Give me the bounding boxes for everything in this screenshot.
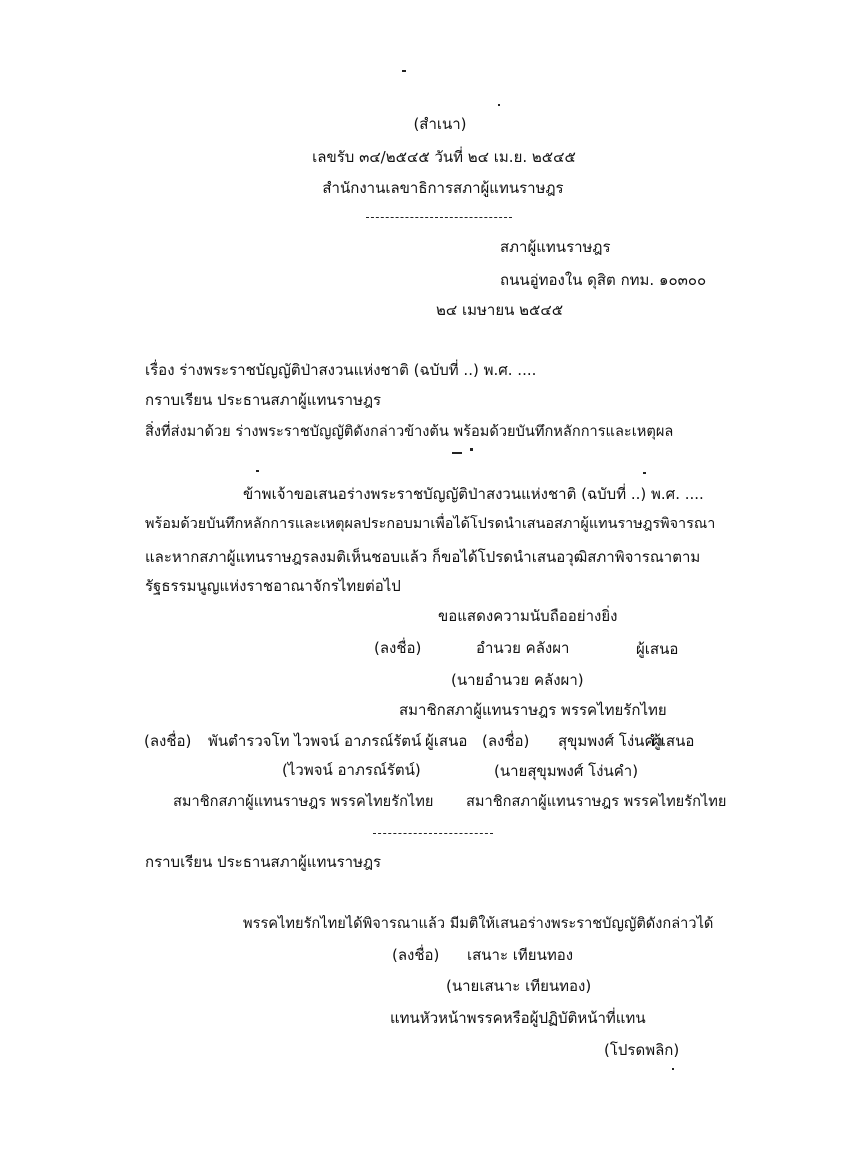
main-signer-title: สมาชิกสภาผู้แทนราษฎร พรรคไทยรักไทย xyxy=(399,701,667,719)
party-sign-label: (ลงชื่อ) xyxy=(392,946,440,964)
co1-role: ผู้เสนอ xyxy=(425,732,468,750)
letter-date: ๒๔ เมษายน ๒๕๔๕ xyxy=(436,301,564,319)
co2-role: ผู้เสนอ xyxy=(652,732,695,750)
co1-title: สมาชิกสภาผู้แทนราษฎร พรรคไทยรักไทย xyxy=(173,793,434,810)
party-printed-name: (นายเสนาะ เทียนทอง) xyxy=(446,977,592,995)
co1-signature-name: พันตำรวจโท ไวพจน์ อาภรณ์รัตน์ xyxy=(208,732,422,750)
party-resolution: พรรคไทยรักไทยได้พิจารณาแล้ว มีมติให้เสนอร่างพระราชบัญญัติดังกล่าวได้ xyxy=(243,915,714,932)
receipt-line: เลขรับ ๓๔/๒๕๔๕ วันที่ ๒๔ เม.ย. ๒๕๔๕ xyxy=(312,148,576,166)
closing-text: ขอแสดงความนับถืออย่างยิ่ง xyxy=(438,607,618,625)
scan-speck xyxy=(452,452,462,454)
co1-printed-name: (ไวพจน์ อาภรณ์รัตน์) xyxy=(282,761,421,779)
address-street: ถนนอู่ทองใน ดุสิต กทม. ๑๐๓๐๐ xyxy=(500,271,707,289)
enclosure-line: สิ่งที่ส่งมาด้วย ร่างพระราชบัญญัติดังกล่าวข้างต้น พร้อมด้วยบันทึกหลักการและเหตุผล xyxy=(145,423,674,440)
copy-mark: (สำเนา) xyxy=(413,115,467,133)
co2-title: สมาชิกสภาผู้แทนราษฎร พรรคไทยรักไทย xyxy=(466,793,727,810)
office-name: สำนักงานเลขาธิการสภาผู้แทนราษฎร xyxy=(322,179,564,197)
co2-printed-name: (นายสุขุมพงศ์ โง่นคำ) xyxy=(494,762,639,780)
co1-sign-label: (ลงชื่อ) xyxy=(144,732,192,750)
main-printed-name: (นายอำนวย คลังผา) xyxy=(451,671,584,689)
scan-speck xyxy=(672,1068,674,1070)
subject-line: เรื่อง ร่างพระราชบัญญัติป่าสงวนแห่งชาติ (ฉบับที่ ..) พ.ศ. .... xyxy=(145,361,537,379)
scan-speck xyxy=(470,448,473,451)
party-signature-name: เสนาะ เทียนทอง xyxy=(467,946,574,964)
header-divider xyxy=(366,217,512,218)
scan-speck xyxy=(402,70,406,72)
main-signer-role: ผู้เสนอ xyxy=(636,640,679,658)
section-divider xyxy=(373,833,493,834)
scan-speck xyxy=(256,470,259,472)
scan-speck xyxy=(643,472,646,474)
main-sign-label: (ลงชื่อ) xyxy=(374,639,422,657)
co2-sign-label: (ลงชื่อ) xyxy=(482,732,530,750)
address-org: สภาผู้แทนราษฎร xyxy=(500,238,611,256)
salutation-line: กราบเรียน ประธานสภาผู้แทนราษฎร xyxy=(145,391,382,409)
party-salutation: กราบเรียน ประธานสภาผู้แทนราษฎร xyxy=(145,853,382,871)
body-line-1: ข้าพเจ้าขอเสนอร่างพระราชบัญญัติป่าสงวนแห่งชาติ (ฉบับที่ ..) พ.ศ. .... xyxy=(243,485,704,503)
body-line-4: รัฐธรรมนูญแห่งราชอาณาจักรไทยต่อไป xyxy=(145,577,401,595)
party-signer-role: แทนหัวหน้าพรรคหรือผู้ปฏิบัติหน้าที่แทน xyxy=(390,1009,646,1027)
turn-over-note: (โปรดพลิก) xyxy=(604,1041,680,1059)
body-line-2: พร้อมด้วยบันทึกหลักการและเหตุผลประกอบมาเพื่อได้โปรดนำเสนอสภาผู้แทนราษฎรพิจารณา xyxy=(145,516,716,532)
body-line-3: และหากสภาผู้แทนราษฎรลงมติเห็นชอบแล้ว ก็ขอได้โปรดนำเสนอวุฒิสภาพิจารณาตาม xyxy=(145,548,701,566)
main-signature-name: อำนวย คลังผา xyxy=(476,639,570,657)
scan-speck xyxy=(498,104,500,106)
co2-signature-name: สุขุมพงศ์ โง่นคำ xyxy=(558,732,663,750)
